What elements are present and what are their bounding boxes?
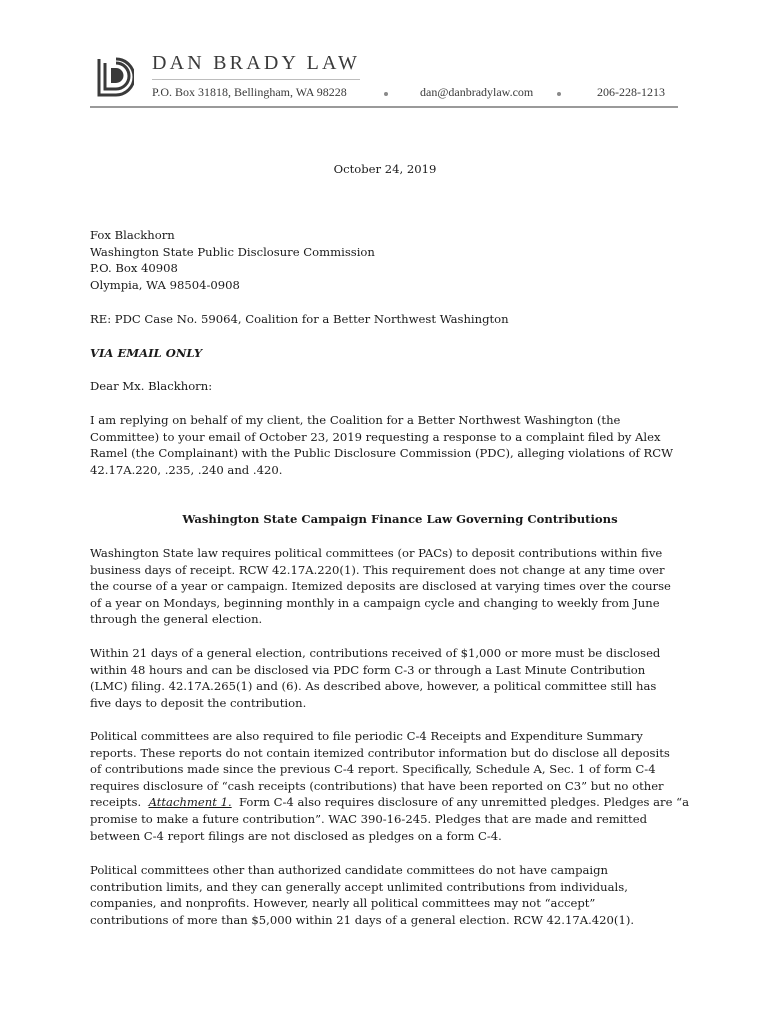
paragraph-line: (LMC) filing. 42.17A.265(1) and (6). As described above, however, a political committee still has [90, 679, 657, 694]
recipient-block [90, 227, 690, 293]
paragraph-line: Ramel (the Complainant) with the Public Disclosure Commission (PDC), alleging violations of RCW [90, 446, 674, 461]
paragraph-deposit-requirements [90, 545, 690, 628]
paragraph-line: companies, and nonprofits. However, nearly all political committees may not “accept” [90, 896, 596, 911]
re-line-text: RE: PDC Case No. 59064, Coalition for a Better Northwest Washington [90, 312, 509, 326]
separator-dot [384, 92, 388, 96]
section-heading: Washington State Campaign Finance Law Governing Contributions [182, 512, 618, 526]
letterhead-rule [90, 106, 678, 108]
delivery-method-text: VIA EMAIL ONLY [90, 346, 203, 360]
paragraph-line: within 48 hours and can be disclosed via PDC form C-3 or through a Last Minute Contribution [90, 662, 646, 677]
salutation-text: Dear Mx. Blackhorn: [90, 379, 213, 393]
paragraph-line: Within 21 days of a general election, contributions received of $1,000 or more must be disclosed [90, 646, 661, 660]
letter-date: October 24, 2019 [333, 162, 437, 176]
paragraph-21-day-rule [90, 645, 690, 711]
paragraph-line: Political committees are also required to file periodic C-4 Receipts and Expenditure Summary [90, 729, 643, 743]
firm-name-underline [152, 79, 360, 80]
paragraph-line: 42.17A.220, .235, .240 and .420. [90, 462, 283, 477]
receipts-suffix: Form C-4 also requires disclosure of any unremitted pledges. Pledges are “a [231, 795, 689, 810]
attachment-1-link[interactable]: Attachment 1. [148, 795, 232, 810]
separator-dot [557, 92, 561, 96]
paragraph-line: between C-4 report filings are not disclosed as pledges on a form C-4. [90, 828, 502, 843]
paragraph-line: contribution limits, and they can generally accept unlimited contributions from individuals, [90, 879, 628, 894]
paragraph-line: the course of a year or campaign. Itemized deposits are disclosed at varying times over the course [90, 579, 671, 594]
recipient-line: Fox Blackhorn [90, 228, 175, 242]
firm-name: DAN BRADY LAW [152, 52, 361, 74]
paragraph-contribution-limits [90, 862, 690, 928]
paragraph-line: of a year on Mondays, beginning monthly in a campaign cycle and changing to weekly from June [90, 595, 660, 610]
recipient-line: Olympia, WA 98504-0908 [90, 277, 240, 292]
paragraph-line: through the general election. [90, 612, 263, 627]
paragraph-line: Political committees other than authorized candidate committees do not have campaign [90, 863, 608, 877]
paragraph-line: I am replying on behalf of my client, the Coalition for a Better Northwest Washington (the [90, 413, 621, 427]
salutation [90, 378, 690, 395]
paragraph-line: business days of receipt. RCW 42.17A.220(1). This requirement does not change at any time over [90, 562, 665, 577]
paragraph-line: promise to make a future contribution”. WAC 390-16-245. Pledges that are made and remitted [90, 811, 648, 826]
intro-paragraph [90, 412, 690, 478]
firm-address: P.O. Box 31818, Bellingham, WA 98228 [152, 85, 347, 99]
paragraph-line: Committee) to your email of October 23, 2019 requesting a response to a complaint filed by Alex [90, 429, 661, 444]
paragraph-line: requires disclosure of “cash receipts (contributions) that have been reported on C3” but no other [90, 778, 664, 793]
recipient-line: P.O. Box 40908 [90, 261, 178, 276]
paragraph-line: of contributions made since the previous C-4 report. Specifically, Schedule A, Sec. 1 of form C-4 [90, 762, 656, 777]
firm-phone: 206-228-1213 [597, 85, 665, 99]
paragraph-line: reports. These reports do not contain itemized contributor information but do disclose all deposits [90, 745, 670, 760]
delivery-method [90, 345, 690, 362]
paragraph-c4-reports [90, 728, 690, 844]
recipient-line: Washington State Public Disclosure Commission [90, 244, 375, 259]
re-line [90, 311, 690, 328]
firm-email: dan@danbradylaw.com [420, 85, 534, 99]
paragraph-line: five days to deposit the contribution. [90, 695, 307, 710]
receipts-prefix: receipts. [90, 795, 149, 810]
paragraph-line [90, 794, 690, 811]
paragraph-line: Washington State law requires political committees (or PACs) to deposit contributions within five [90, 546, 663, 560]
paragraph-line: contributions of more than $5,000 within 21 days of a general election. RCW 42.17A.420(1). [90, 912, 635, 927]
firm-logo-icon [96, 57, 134, 97]
